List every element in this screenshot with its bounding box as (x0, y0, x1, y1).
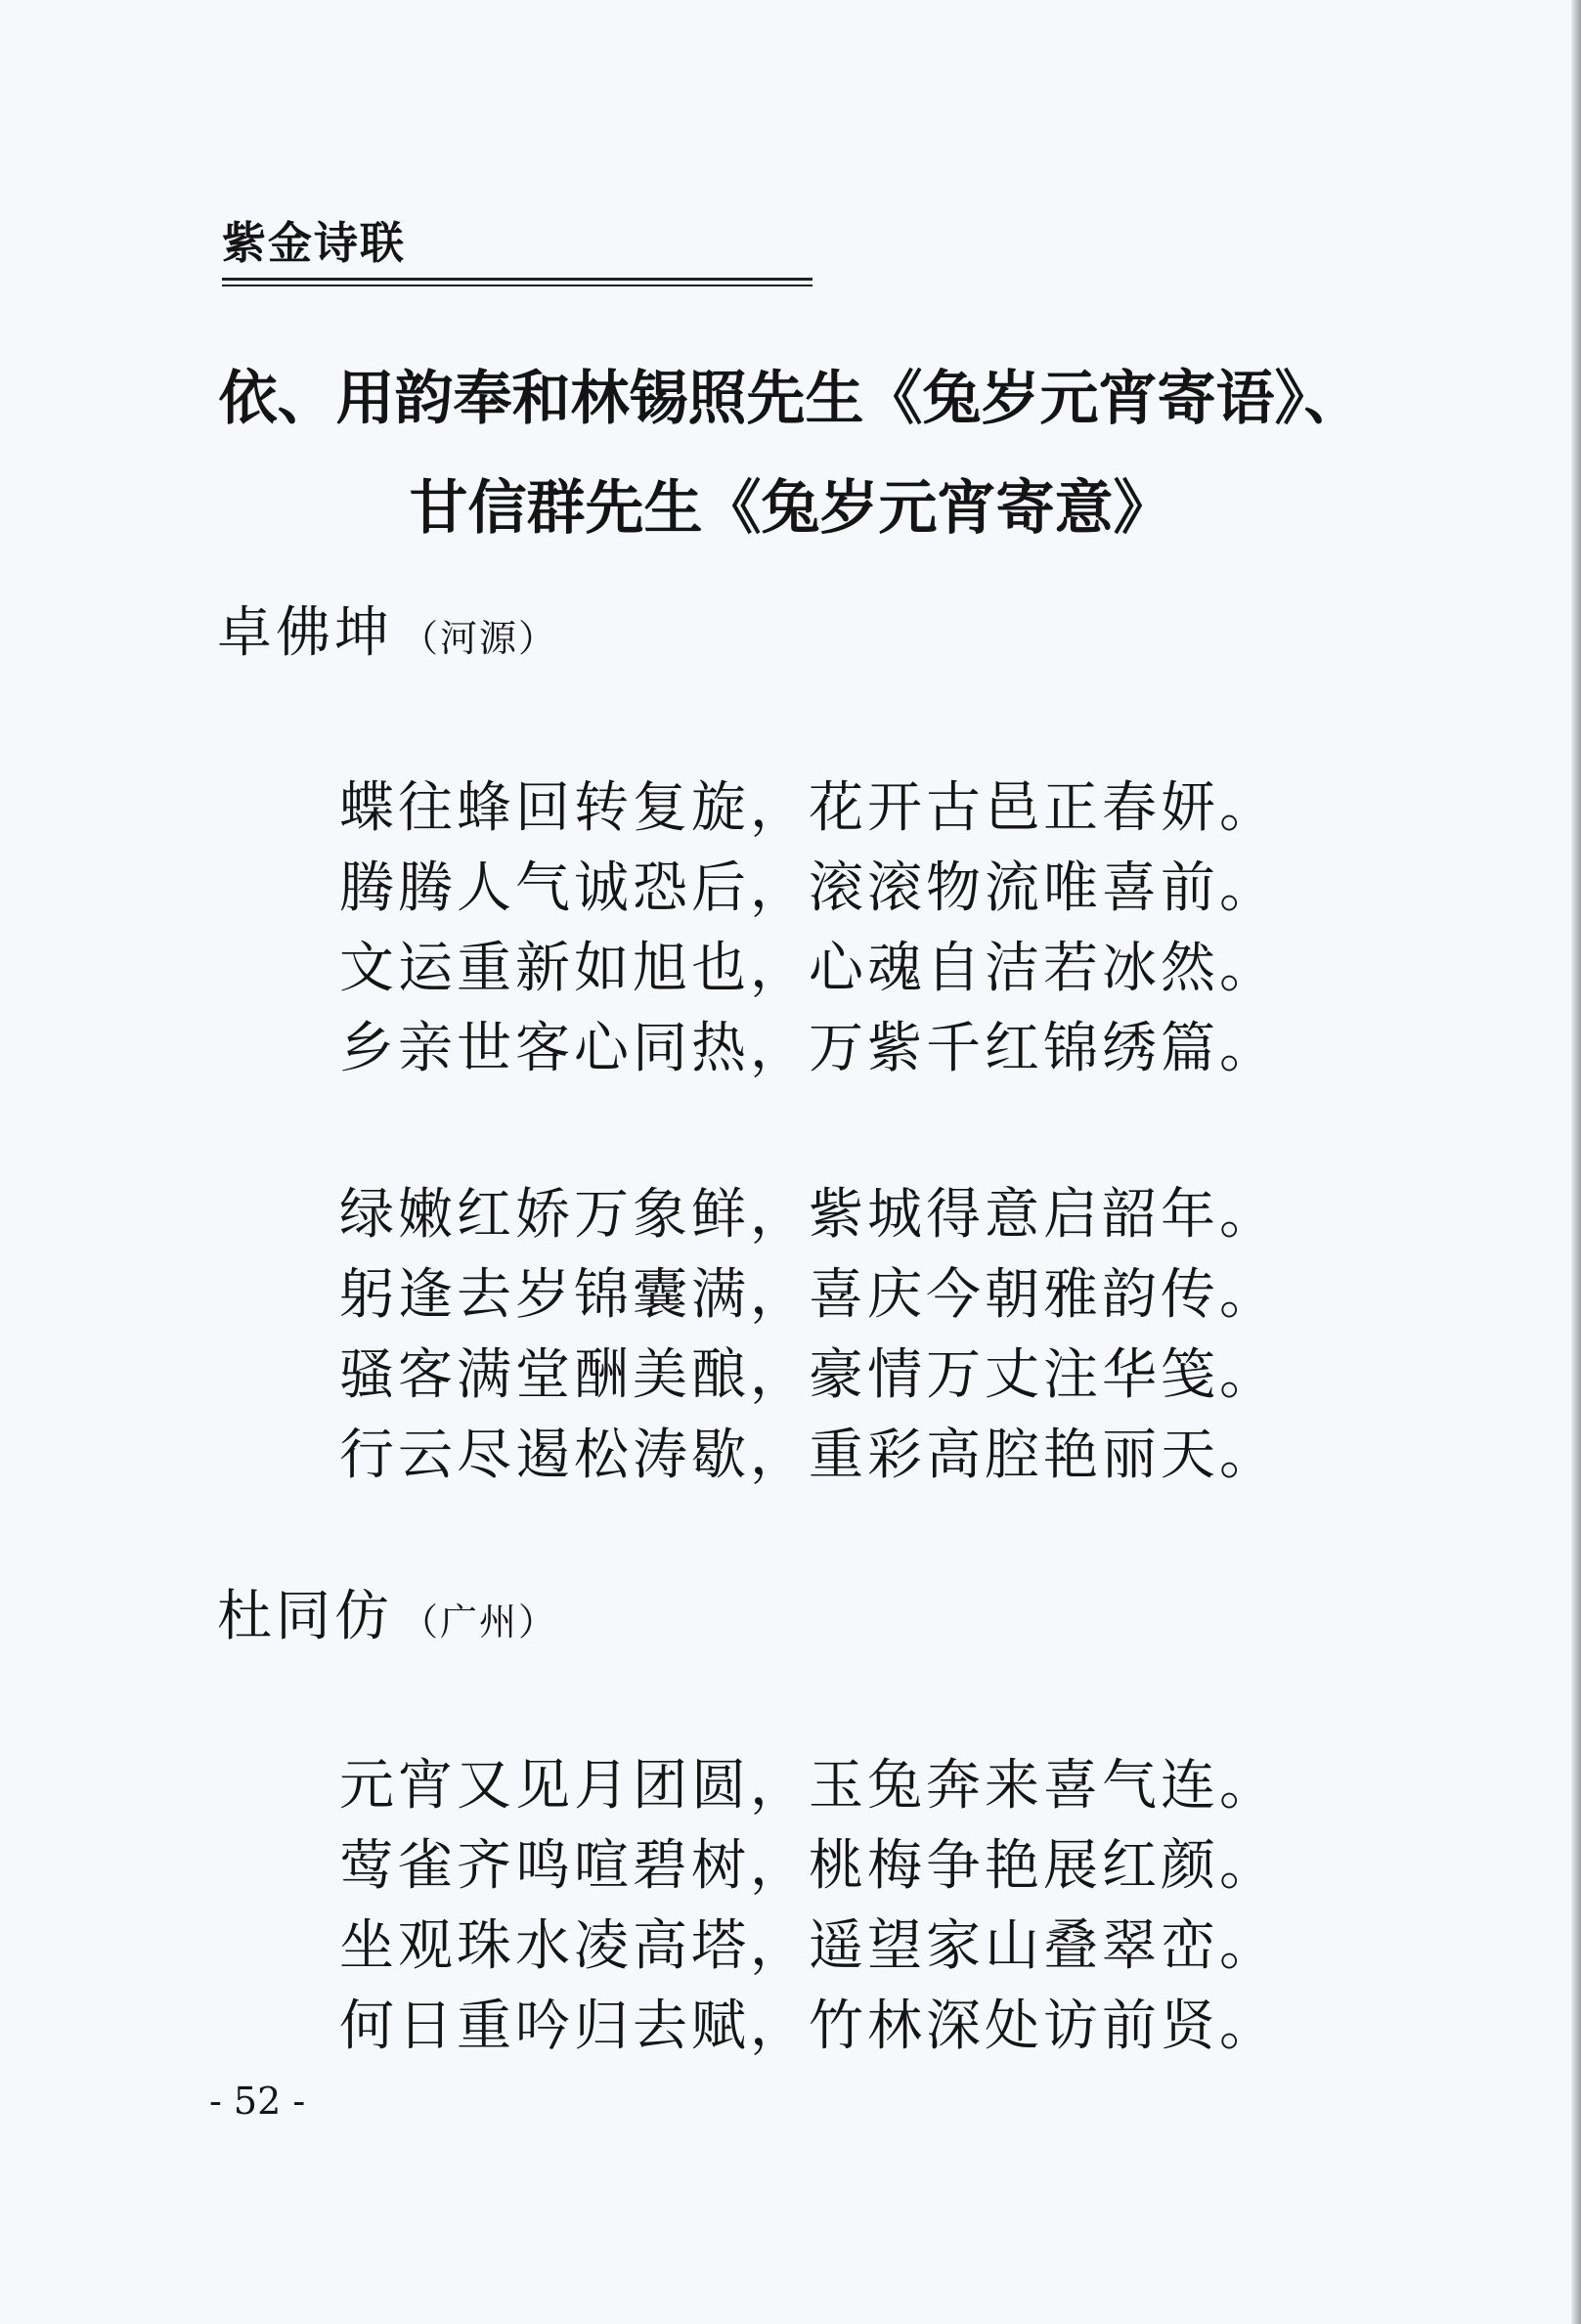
author-heading (217, 601, 558, 665)
author-place: （河源） (401, 617, 558, 660)
page-number: - 52 - (209, 2080, 306, 2123)
poem-line: 何日重吟归去赋，竹林深处访前贤。 (339, 1995, 1278, 2058)
running-header: 紫金诗联 (222, 217, 407, 269)
poem-line: 骚客满堂酬美酿，豪情万丈注华笺。 (339, 1343, 1278, 1407)
poem-line: 坐观珠水凌高塔，遥望家山叠翠峦。 (339, 1914, 1278, 1978)
poem-stanza (339, 768, 1317, 1089)
poem-stanza (339, 1746, 1317, 2067)
poem-line: 蝶往蜂回转复旋，花开古邑正春妍。 (339, 776, 1278, 840)
poem-line: 绿嫩红娇万象鲜，紫城得意启韶年。 (339, 1183, 1278, 1247)
author-place: （广州） (401, 1600, 558, 1644)
poem-title-line-2: 甘信群先生《兔岁元宵寄意》 (409, 474, 1172, 543)
header-rule (222, 278, 812, 286)
poem-line: 行云尽遏松涛歇，重彩高腔艳丽天。 (339, 1424, 1278, 1487)
poem-stanza (339, 1175, 1317, 1496)
poem-line: 元宵又见月团圆，玉兔奔来喜气连。 (339, 1754, 1278, 1818)
poem-line: 躬逢去岁锦囊满，喜庆今朝雅韵传。 (339, 1263, 1278, 1327)
poem-line: 文运重新如旭也，心魂自洁若冰然。 (339, 937, 1278, 1000)
page-edge-shadow (1571, 0, 1581, 2324)
author-name: 卓佛坤 (217, 601, 393, 665)
author-name: 杜同仿 (217, 1585, 393, 1648)
poem-line: 腾腾人气诚恐后，滚滚物流唯喜前。 (339, 856, 1278, 920)
poem-line: 乡亲世客心同热，万紫千红锦绣篇。 (339, 1017, 1278, 1080)
poem-title-line-1: 依、用韵奉和林锡照先生《兔岁元宵寄语》、 (218, 365, 1363, 433)
poem-line: 莺雀齐鸣喧碧树，桃梅争艳展红颜。 (339, 1834, 1278, 1898)
author-heading (217, 1585, 558, 1648)
